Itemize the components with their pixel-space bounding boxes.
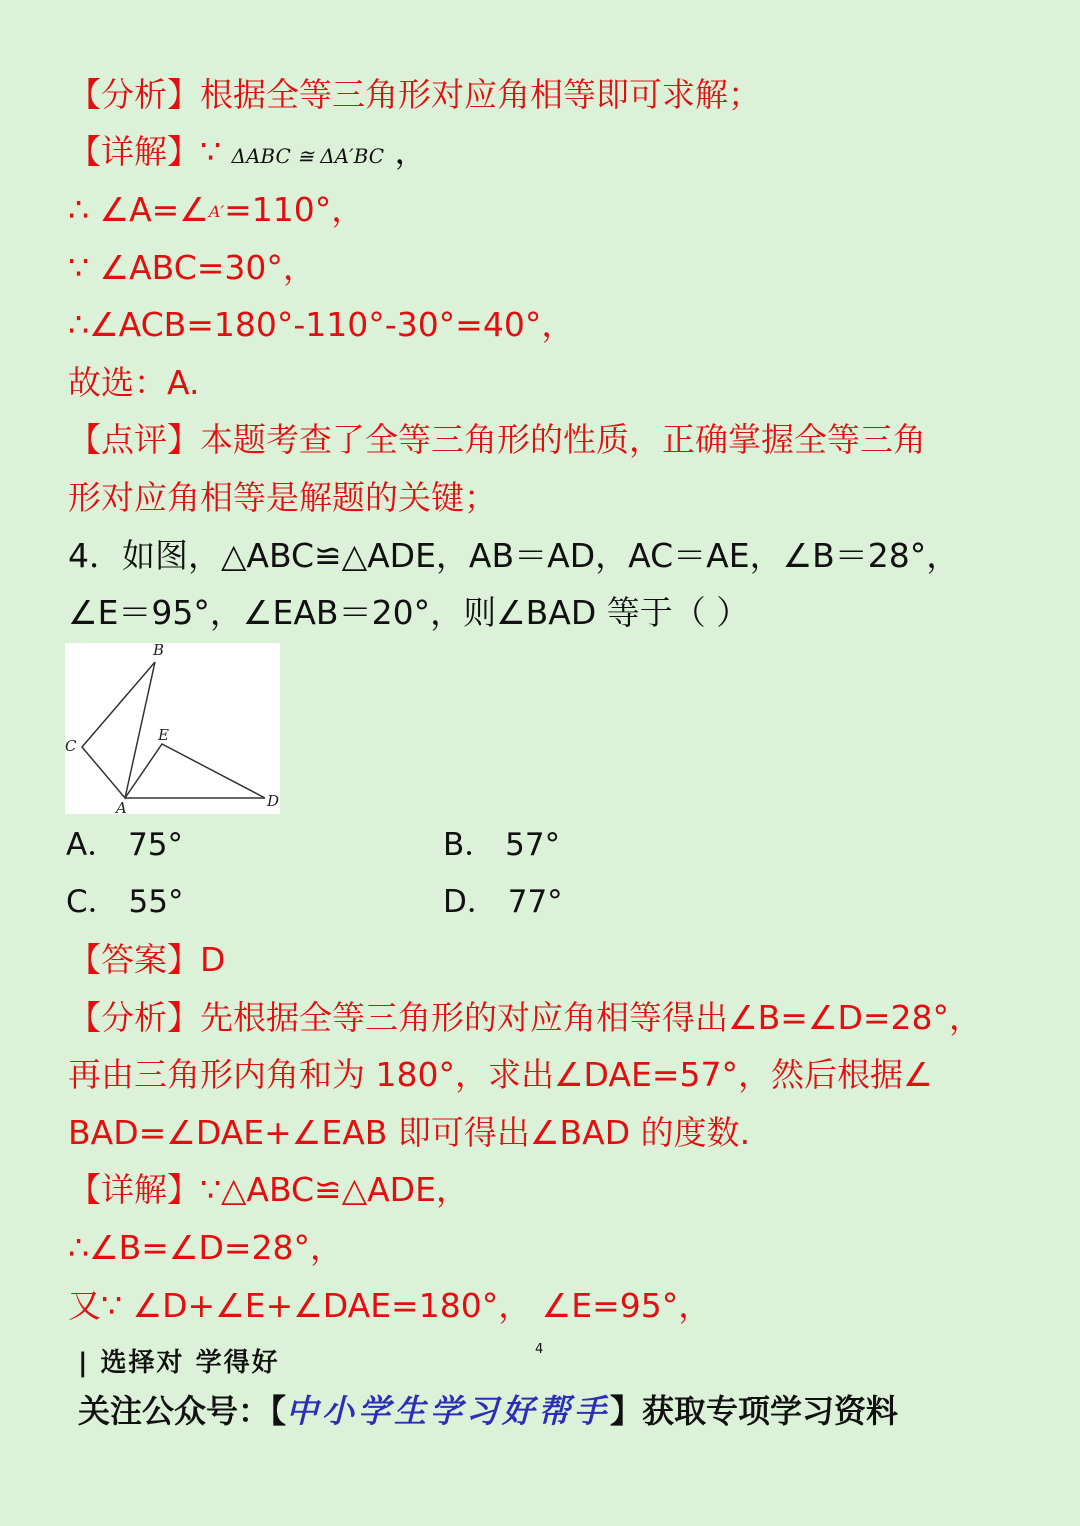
triangle-diagram: [65, 643, 280, 814]
label-b: B: [153, 643, 165, 659]
analysis-line: [68, 996, 982, 1040]
step-line: ∵ ∠ABC=30°，: [68, 248, 316, 287]
triangle-abc: [82, 662, 155, 798]
analysis-line: BAD=∠DAE+∠EAB 即可得出∠BAD 的度数.: [68, 1113, 751, 1152]
answer-value: D: [200, 940, 226, 979]
question-line: ∠E＝95°，∠EAB＝20°，则∠BAD 等于（ ）: [68, 593, 750, 632]
option-letter: D．: [443, 884, 498, 920]
label-c: C: [65, 737, 77, 755]
footer-slogan: | 选择对 学得好: [78, 1348, 280, 1378]
step-line: 故选：A.: [68, 363, 200, 402]
detail-line: [68, 130, 428, 178]
step-text: ∴ ∠A=∠: [68, 190, 209, 229]
analysis-line: [68, 73, 761, 117]
comment-tag: 【点评】: [68, 420, 200, 459]
answer-line: [68, 938, 225, 982]
ad-suffix: 】获取专项学习资料: [610, 1392, 899, 1430]
comment-line: [68, 418, 926, 462]
option-c: [66, 882, 183, 922]
congruence-formula: ΔABC ≅ ΔA′BC: [231, 144, 385, 168]
ad-brand: 中小学生学习好帮手: [286, 1392, 611, 1430]
triangle-figure: [65, 643, 280, 814]
footer-ad: [78, 1386, 898, 1432]
option-value: 75°: [128, 827, 184, 863]
label-e: E: [158, 726, 169, 744]
detail-tag: 【详解】: [68, 1170, 200, 1209]
step-line: ∴∠ACB=180°-110°-30°=40°，: [68, 305, 575, 344]
comment-line: 形对应角相等是解题的关键；: [68, 478, 497, 517]
option-letter: B．: [443, 827, 496, 863]
answer-tag: 【答案】: [68, 940, 200, 979]
comment-text: 本题考查了全等三角形的性质，正确掌握全等三角: [200, 420, 926, 459]
detail-tail: ，: [384, 132, 428, 171]
detail-tag: 【详解】: [68, 132, 200, 171]
step-line: [68, 188, 364, 234]
option-d: [443, 882, 563, 922]
question-text: 如图，△ABC≌△ADE，AB＝AD，AC＝AE，∠B＝28°，: [122, 536, 960, 575]
analysis-text: 先根据全等三角形的对应角相等得出∠B=∠D=28°，: [200, 998, 983, 1037]
detail-line: 又∵ ∠D+∠E+∠DAE=180°， ∠E=95°，: [68, 1286, 712, 1325]
analysis-line: 再由三角形内角和为 180°，求出∠DAE=57°，然后根据∠: [68, 1055, 933, 1094]
option-value: 55°: [128, 884, 184, 920]
label-a: A: [116, 799, 127, 814]
option-letter: A．: [66, 827, 119, 863]
option-letter: C．: [66, 884, 119, 920]
label-d: D: [267, 792, 280, 810]
analysis-tag: 【分析】: [68, 75, 200, 114]
analysis-text: 根据全等三角形对应角相等即可求解；: [200, 75, 761, 114]
step-text: =110°，: [224, 190, 365, 229]
option-a: [66, 825, 183, 865]
page-number: 4: [535, 1342, 544, 1357]
option-value: 77°: [507, 884, 563, 920]
analysis-tag: 【分析】: [68, 998, 200, 1037]
because-symbol: ∵: [200, 132, 221, 171]
option-b: [443, 825, 560, 865]
triangle-ade: [125, 744, 265, 798]
detail-text: ∵△ABC≌△ADE，: [200, 1170, 469, 1209]
ad-prefix: 关注公众号：【: [78, 1392, 287, 1430]
step-subscript: A′: [208, 202, 225, 221]
detail-line: ∴∠B=∠D=28°，: [68, 1228, 344, 1267]
question-number: 4．: [68, 536, 122, 575]
detail-line: [68, 1168, 469, 1212]
option-value: 57°: [505, 827, 561, 863]
question-line: [68, 534, 959, 578]
